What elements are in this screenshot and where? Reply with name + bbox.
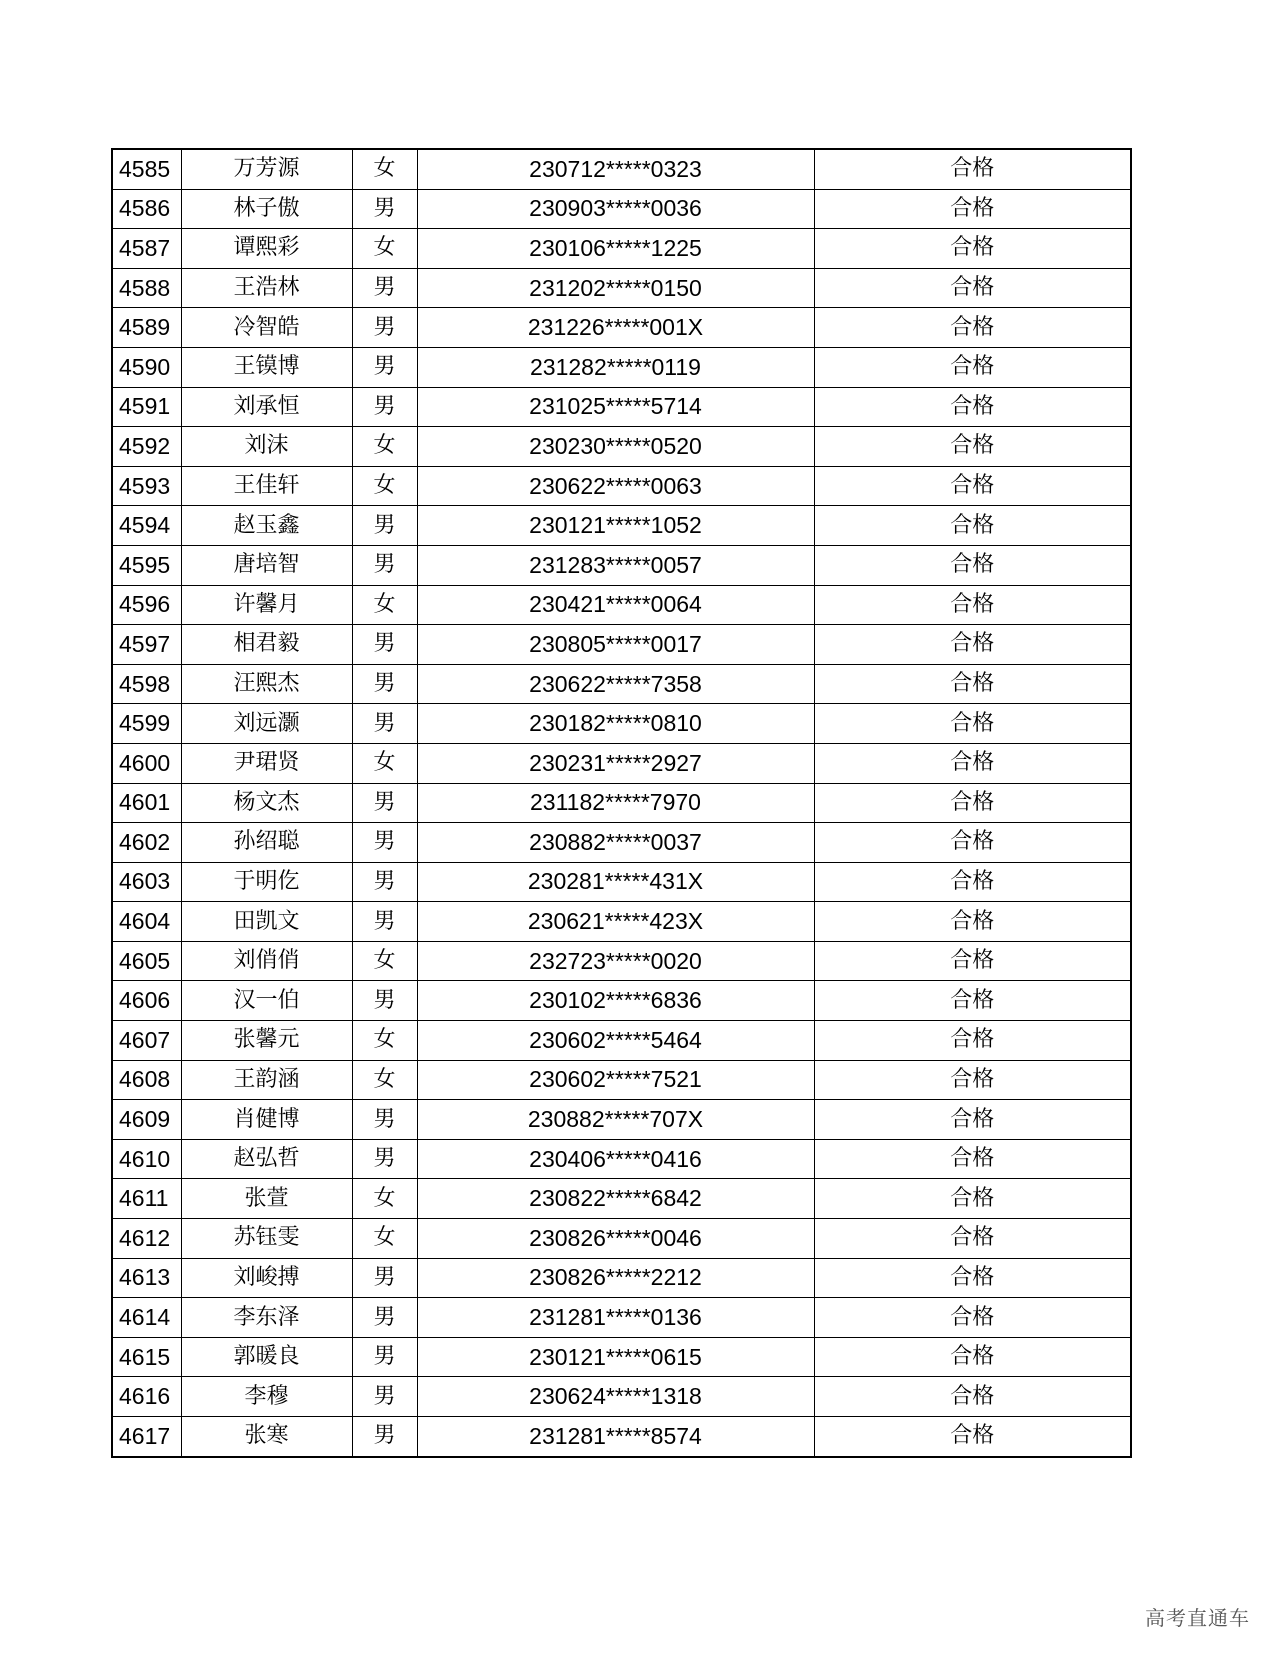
candidate-gender: 男 [352, 1377, 417, 1417]
table-row [112, 1021, 1131, 1061]
result-status: 合格 [814, 506, 1131, 546]
id-number: 230182*****0810 [417, 704, 814, 744]
id-number: 230281*****431X [417, 862, 814, 902]
candidate-name: 刘承恒 [181, 387, 352, 427]
candidate-name: 尹珺贤 [181, 743, 352, 783]
row-number: 4601 [112, 783, 181, 823]
table-row [112, 1060, 1131, 1100]
id-number: 230421*****0064 [417, 585, 814, 625]
row-number: 4611 [112, 1179, 181, 1219]
table-row [112, 783, 1131, 823]
result-status: 合格 [814, 545, 1131, 585]
candidate-gender: 女 [352, 1179, 417, 1219]
id-number: 230406*****0416 [417, 1139, 814, 1179]
result-status: 合格 [814, 664, 1131, 704]
id-number: 230805*****0017 [417, 625, 814, 665]
result-status: 合格 [814, 1179, 1131, 1219]
candidate-gender: 男 [352, 1417, 417, 1457]
id-number: 230231*****2927 [417, 743, 814, 783]
result-status: 合格 [814, 941, 1131, 981]
id-number: 230121*****1052 [417, 506, 814, 546]
result-status: 合格 [814, 427, 1131, 467]
result-status: 合格 [814, 229, 1131, 269]
watermark-text: 高考直通车 [1145, 1606, 1250, 1630]
result-status: 合格 [814, 387, 1131, 427]
candidate-gender: 男 [352, 862, 417, 902]
candidate-gender: 男 [352, 506, 417, 546]
row-number: 4598 [112, 664, 181, 704]
id-number: 230822*****6842 [417, 1179, 814, 1219]
result-status: 合格 [814, 189, 1131, 229]
candidate-name: 许馨月 [181, 585, 352, 625]
result-status: 合格 [814, 1100, 1131, 1140]
candidate-name: 唐培智 [181, 545, 352, 585]
row-number: 4591 [112, 387, 181, 427]
id-number: 230622*****0063 [417, 466, 814, 506]
candidate-gender: 女 [352, 585, 417, 625]
row-number: 4599 [112, 704, 181, 744]
result-status: 合格 [814, 1060, 1131, 1100]
result-status: 合格 [814, 1219, 1131, 1259]
candidate-name: 冷智皓 [181, 308, 352, 348]
row-number: 4610 [112, 1139, 181, 1179]
candidate-gender: 男 [352, 268, 417, 308]
candidate-gender: 女 [352, 1021, 417, 1061]
result-status: 合格 [814, 783, 1131, 823]
row-number: 4612 [112, 1219, 181, 1259]
row-number: 4600 [112, 743, 181, 783]
results-table-body [112, 149, 1131, 1457]
candidate-name: 郭暖良 [181, 1337, 352, 1377]
candidate-name: 孙绍聪 [181, 823, 352, 863]
result-status: 合格 [814, 585, 1131, 625]
candidate-name: 林子傲 [181, 189, 352, 229]
row-number: 4616 [112, 1377, 181, 1417]
result-status: 合格 [814, 149, 1131, 189]
table-row [112, 545, 1131, 585]
candidate-name: 王佳轩 [181, 466, 352, 506]
candidate-gender: 男 [352, 664, 417, 704]
candidate-gender: 女 [352, 1060, 417, 1100]
table-row [112, 466, 1131, 506]
candidate-gender: 男 [352, 704, 417, 744]
id-number: 230121*****0615 [417, 1337, 814, 1377]
candidate-gender: 男 [352, 783, 417, 823]
candidate-name: 刘远灏 [181, 704, 352, 744]
id-number: 230903*****0036 [417, 189, 814, 229]
result-status: 合格 [814, 1258, 1131, 1298]
row-number: 4603 [112, 862, 181, 902]
result-status: 合格 [814, 823, 1131, 863]
row-number: 4587 [112, 229, 181, 269]
id-number: 230826*****2212 [417, 1258, 814, 1298]
table-row [112, 941, 1131, 981]
result-status: 合格 [814, 902, 1131, 942]
candidate-name: 田凯文 [181, 902, 352, 942]
row-number: 4585 [112, 149, 181, 189]
result-status: 合格 [814, 347, 1131, 387]
id-number: 232723*****0020 [417, 941, 814, 981]
table-row [112, 902, 1131, 942]
candidate-name: 万芳源 [181, 149, 352, 189]
table-row [112, 625, 1131, 665]
row-number: 4615 [112, 1337, 181, 1377]
candidate-gender: 女 [352, 941, 417, 981]
table-row [112, 1219, 1131, 1259]
id-number: 230602*****5464 [417, 1021, 814, 1061]
results-table [111, 148, 1132, 1458]
row-number: 4614 [112, 1298, 181, 1338]
table-row [112, 1417, 1131, 1457]
candidate-name: 刘峻搏 [181, 1258, 352, 1298]
result-status: 合格 [814, 862, 1131, 902]
result-status: 合格 [814, 1377, 1131, 1417]
table-row [112, 823, 1131, 863]
row-number: 4606 [112, 981, 181, 1021]
candidate-gender: 男 [352, 308, 417, 348]
table-row [112, 149, 1131, 189]
id-number: 231226*****001X [417, 308, 814, 348]
candidate-gender: 女 [352, 149, 417, 189]
row-number: 4593 [112, 466, 181, 506]
row-number: 4597 [112, 625, 181, 665]
result-status: 合格 [814, 625, 1131, 665]
candidate-name: 张萱 [181, 1179, 352, 1219]
result-status: 合格 [814, 466, 1131, 506]
result-status: 合格 [814, 1417, 1131, 1457]
row-number: 4613 [112, 1258, 181, 1298]
result-status: 合格 [814, 308, 1131, 348]
row-number: 4602 [112, 823, 181, 863]
table-row [112, 387, 1131, 427]
id-number: 230230*****0520 [417, 427, 814, 467]
candidate-name: 刘沫 [181, 427, 352, 467]
row-number: 4617 [112, 1417, 181, 1457]
candidate-gender: 男 [352, 1258, 417, 1298]
candidate-name: 赵玉鑫 [181, 506, 352, 546]
table-row [112, 1377, 1131, 1417]
candidate-gender: 女 [352, 743, 417, 783]
row-number: 4589 [112, 308, 181, 348]
id-number: 230602*****7521 [417, 1060, 814, 1100]
table-row [112, 981, 1131, 1021]
table-row [112, 1100, 1131, 1140]
id-number: 230826*****0046 [417, 1219, 814, 1259]
row-number: 4604 [112, 902, 181, 942]
candidate-name: 刘俏俏 [181, 941, 352, 981]
row-number: 4592 [112, 427, 181, 467]
candidate-gender: 男 [352, 1298, 417, 1338]
result-status: 合格 [814, 981, 1131, 1021]
result-status: 合格 [814, 1139, 1131, 1179]
candidate-name: 王韵涵 [181, 1060, 352, 1100]
row-number: 4609 [112, 1100, 181, 1140]
table-row [112, 506, 1131, 546]
candidate-name: 张寒 [181, 1417, 352, 1457]
id-number: 231025*****5714 [417, 387, 814, 427]
candidate-name: 李穆 [181, 1377, 352, 1417]
result-status: 合格 [814, 743, 1131, 783]
candidate-gender: 女 [352, 229, 417, 269]
table-row [112, 862, 1131, 902]
id-number: 230106*****1225 [417, 229, 814, 269]
candidate-gender: 男 [352, 347, 417, 387]
table-row [112, 229, 1131, 269]
result-status: 合格 [814, 1337, 1131, 1377]
id-number: 230624*****1318 [417, 1377, 814, 1417]
candidate-name: 杨文杰 [181, 783, 352, 823]
candidate-gender: 男 [352, 1337, 417, 1377]
id-number: 230102*****6836 [417, 981, 814, 1021]
id-number: 230621*****423X [417, 902, 814, 942]
candidate-name: 肖健博 [181, 1100, 352, 1140]
candidate-gender: 男 [352, 981, 417, 1021]
row-number: 4595 [112, 545, 181, 585]
table-row [112, 1258, 1131, 1298]
id-number: 230882*****0037 [417, 823, 814, 863]
id-number: 230712*****0323 [417, 149, 814, 189]
row-number: 4586 [112, 189, 181, 229]
candidate-gender: 男 [352, 1100, 417, 1140]
table-row [112, 585, 1131, 625]
id-number: 231182*****7970 [417, 783, 814, 823]
candidate-name: 张馨元 [181, 1021, 352, 1061]
candidate-gender: 女 [352, 1219, 417, 1259]
table-row [112, 704, 1131, 744]
table-row [112, 1179, 1131, 1219]
candidate-name: 王浩林 [181, 268, 352, 308]
candidate-name: 谭熙彩 [181, 229, 352, 269]
table-row [112, 1298, 1131, 1338]
candidate-name: 苏钰雯 [181, 1219, 352, 1259]
result-status: 合格 [814, 1298, 1131, 1338]
row-number: 4605 [112, 941, 181, 981]
table-row [112, 308, 1131, 348]
candidate-gender: 男 [352, 545, 417, 585]
table-row [112, 1337, 1131, 1377]
candidate-gender: 男 [352, 902, 417, 942]
table-row [112, 743, 1131, 783]
table-row [112, 427, 1131, 467]
candidate-name: 赵弘哲 [181, 1139, 352, 1179]
candidate-name: 相君毅 [181, 625, 352, 665]
candidate-gender: 男 [352, 189, 417, 229]
row-number: 4588 [112, 268, 181, 308]
id-number: 231283*****0057 [417, 545, 814, 585]
candidate-gender: 男 [352, 625, 417, 665]
table-row [112, 189, 1131, 229]
candidate-name: 王镆博 [181, 347, 352, 387]
candidate-gender: 男 [352, 387, 417, 427]
candidate-gender: 女 [352, 466, 417, 506]
result-status: 合格 [814, 1021, 1131, 1061]
candidate-gender: 男 [352, 823, 417, 863]
id-number: 231202*****0150 [417, 268, 814, 308]
id-number: 231282*****0119 [417, 347, 814, 387]
candidate-name: 于明仡 [181, 862, 352, 902]
table-row [112, 268, 1131, 308]
candidate-gender: 女 [352, 427, 417, 467]
id-number: 231281*****8574 [417, 1417, 814, 1457]
candidate-name: 汉一伯 [181, 981, 352, 1021]
row-number: 4590 [112, 347, 181, 387]
row-number: 4608 [112, 1060, 181, 1100]
result-status: 合格 [814, 268, 1131, 308]
row-number: 4594 [112, 506, 181, 546]
table-row [112, 664, 1131, 704]
candidate-gender: 男 [352, 1139, 417, 1179]
table-row [112, 1139, 1131, 1179]
candidate-name: 汪熙杰 [181, 664, 352, 704]
row-number: 4607 [112, 1021, 181, 1061]
row-number: 4596 [112, 585, 181, 625]
table-row [112, 347, 1131, 387]
candidate-name: 李东泽 [181, 1298, 352, 1338]
result-status: 合格 [814, 704, 1131, 744]
id-number: 230882*****707X [417, 1100, 814, 1140]
id-number: 231281*****0136 [417, 1298, 814, 1338]
id-number: 230622*****7358 [417, 664, 814, 704]
